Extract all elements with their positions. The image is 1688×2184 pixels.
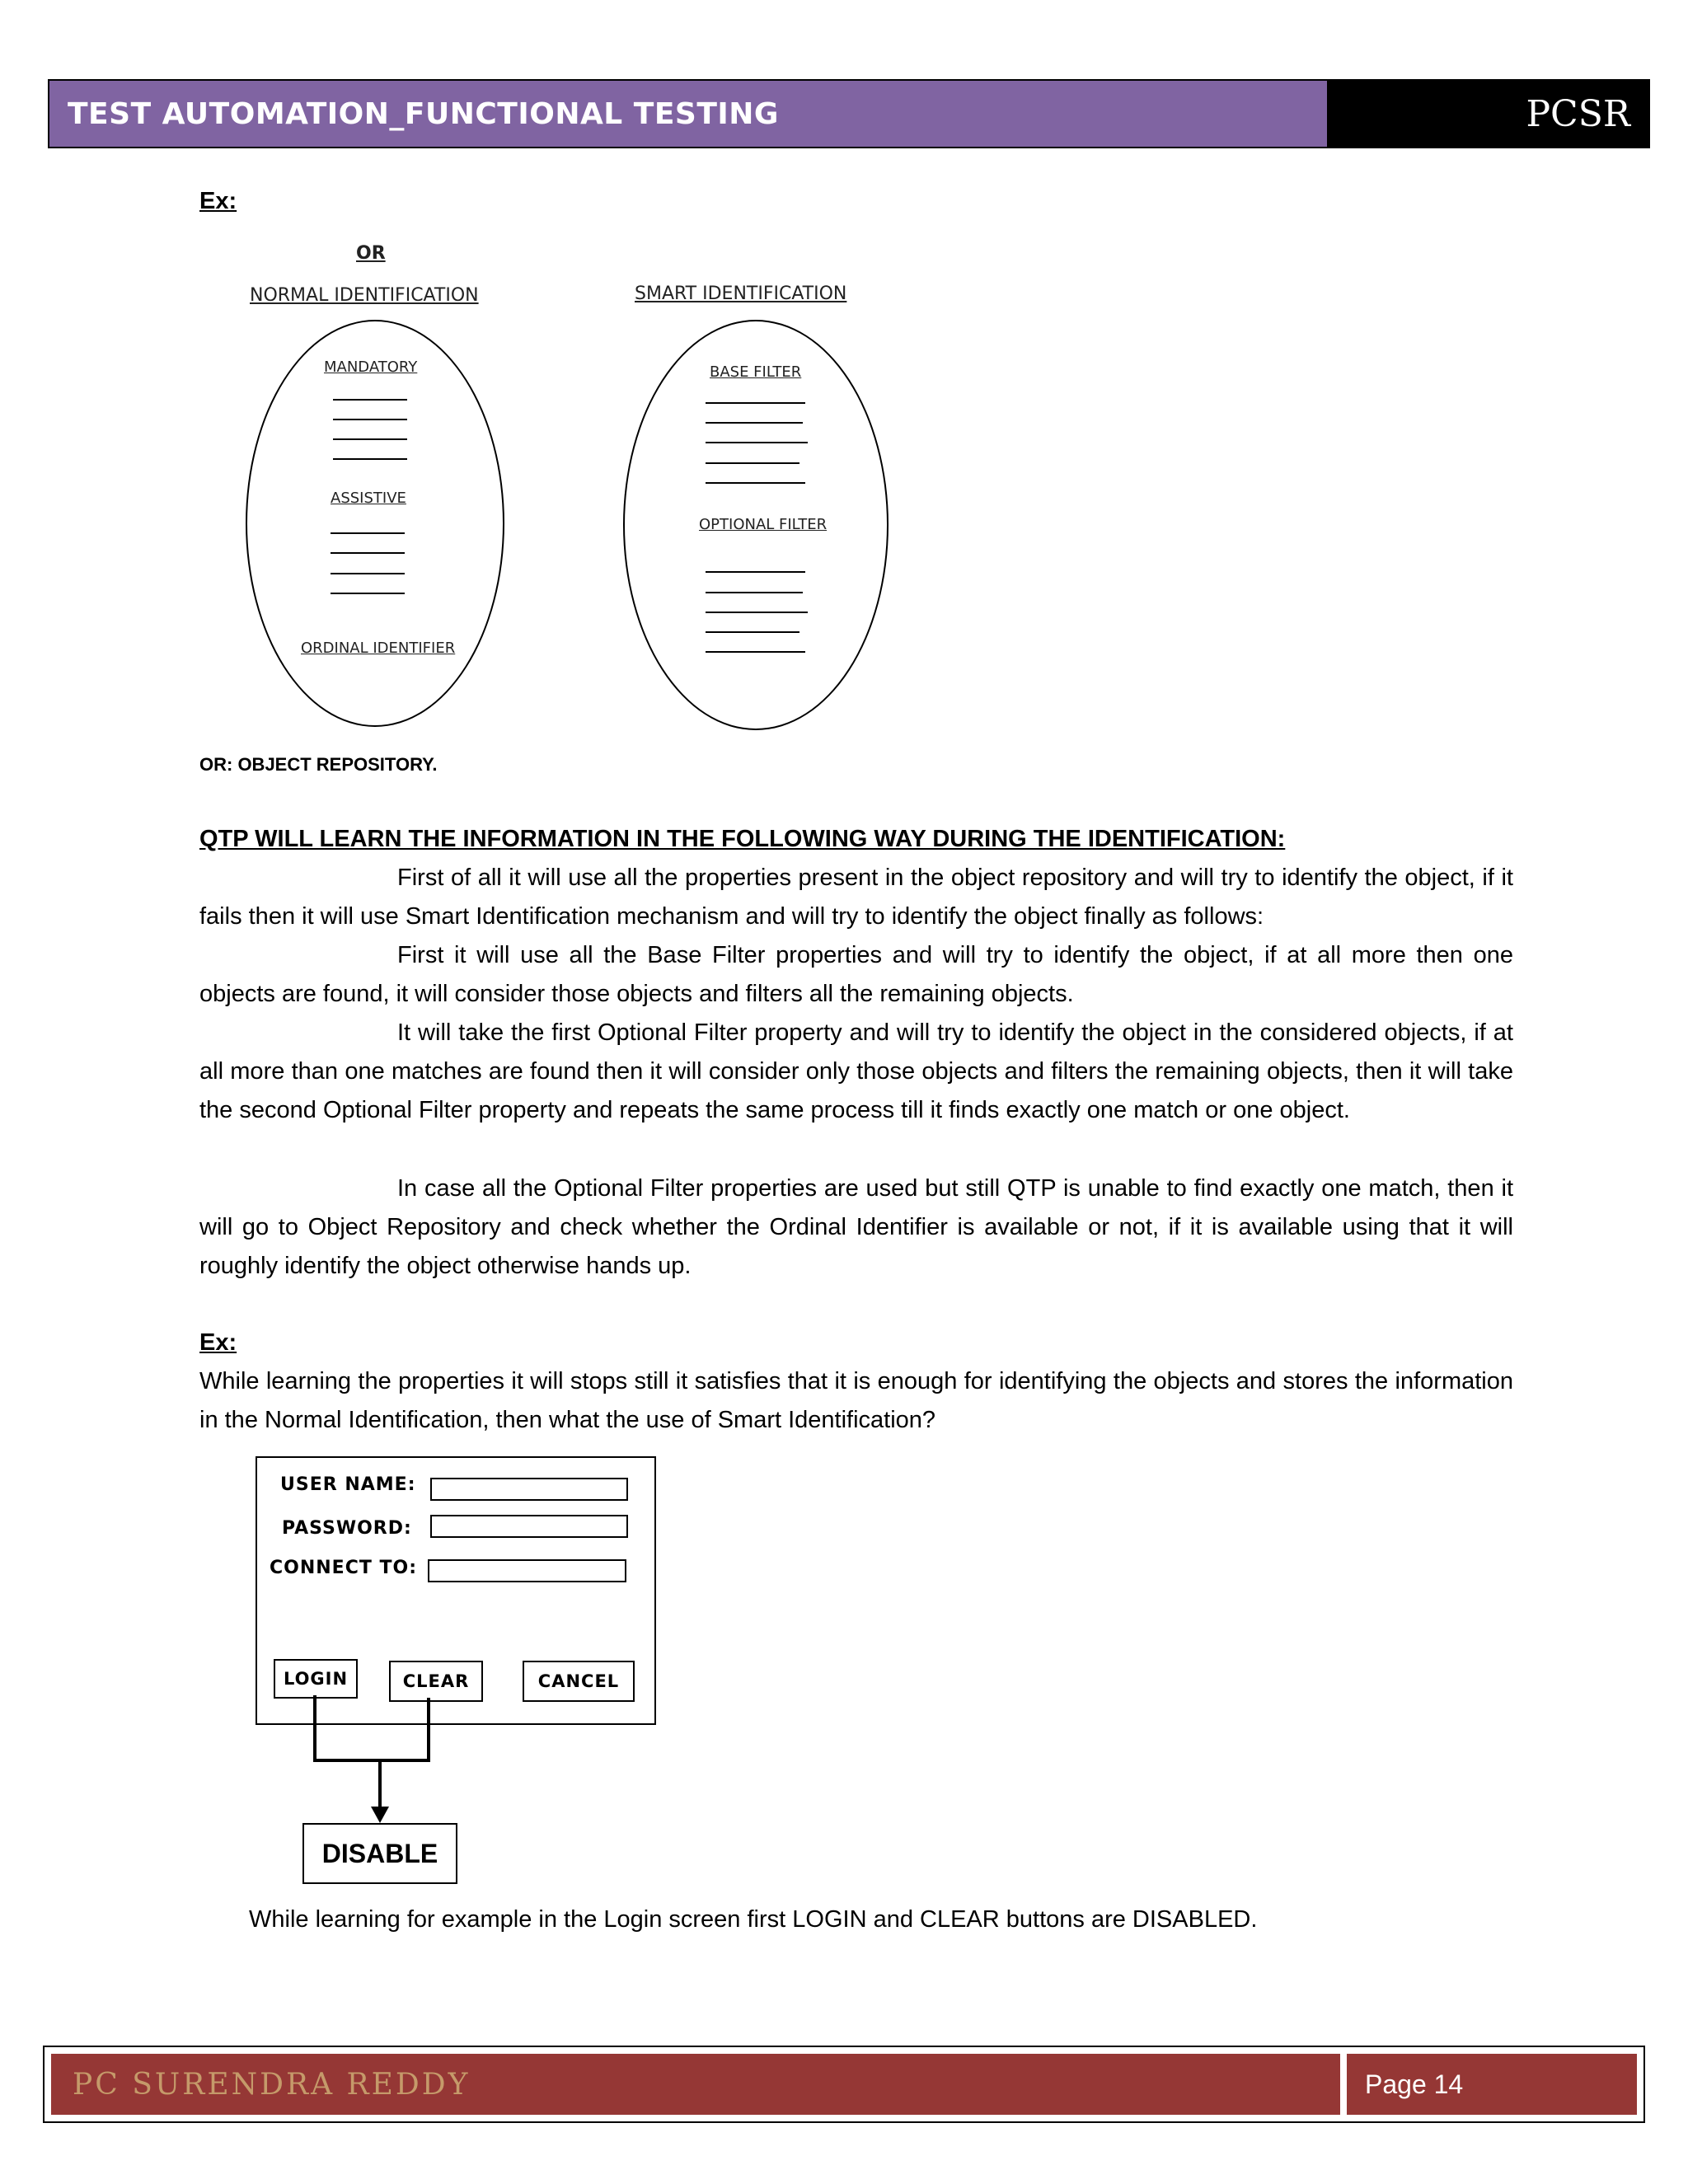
password-label: PASSWORD:	[282, 1518, 412, 1539]
ordinal-identifier-label: ORDINAL IDENTIFIER	[301, 640, 456, 657]
header-title: TEST AUTOMATION_FUNCTIONAL TESTING	[49, 81, 1327, 147]
disable-box: DISABLE	[302, 1823, 457, 1884]
assistive-label: ASSISTIVE	[331, 490, 406, 507]
paragraph: First of all it will use all the properties present in the object repository and will try to identify the object, if it fails then it will use Smart Identification mechanism and will try to identify the object finally as follows:	[199, 865, 1513, 930]
section-title: QTP WILL LEARN THE INFORMATION IN THE FOLLOWING WAY DURING THE IDENTIFICATION:	[199, 826, 1286, 852]
clear-button[interactable]: CLEAR	[389, 1661, 483, 1702]
page-footer	[43, 2046, 1645, 2123]
smart-identification-title: SMART IDENTIFICATION	[635, 284, 847, 304]
bottom-note: While learning for example in the Login screen first LOGIN and CLEAR buttons are DISABLED.	[249, 1906, 1258, 1933]
footer-page-number: Page 14	[1347, 2054, 1637, 2115]
example-label: Ex:	[199, 1329, 237, 1356]
mandatory-label: MANDATORY	[324, 359, 418, 376]
cancel-button[interactable]: CANCEL	[523, 1661, 635, 1702]
header-brand: PCSR	[1327, 81, 1648, 147]
login-button[interactable]: LOGIN	[274, 1659, 358, 1699]
user-name-label: USER NAME:	[280, 1474, 416, 1495]
or-caption: OR: OBJECT REPOSITORY.	[199, 754, 438, 775]
footer-author: PC SURENDRA REDDY	[51, 2054, 1340, 2115]
normal-identification-title: NORMAL IDENTIFICATION	[250, 285, 479, 306]
paragraph: First it will use all the Base Filter properties and will try to identify the object, if at all more then one objects are found, it will consider those objects and filters all the remaining objects.	[199, 942, 1513, 1007]
or-heading: OR	[356, 243, 386, 264]
paragraph: It will take the first Optional Filter property and will try to identify the object in the considered objects, if at all more than one matches are found then it will consider only those objects and filters the remaining objects, then it will take the second Optional Filter property and repeats the same process till it finds exactly one match or one object.	[199, 1019, 1513, 1123]
connector-line	[315, 1695, 429, 1760]
connect-to-label: CONNECT TO:	[270, 1558, 418, 1578]
paragraph: In case all the Optional Filter properties are used but still QTP is unable to find exactly one match, then it will go to Object Repository and check whether the Ordinal Identifier is available or not, if it is available using that it will roughly identify the object otherwise hands up.	[199, 1175, 1513, 1279]
optional-filter-label: OPTIONAL FILTER	[699, 516, 828, 533]
arrow-head-icon	[371, 1807, 389, 1823]
example-label: Ex:	[199, 188, 237, 214]
base-filter-label: BASE FILTER	[710, 363, 802, 381]
example-question: While learning the properties it will stops still it satisfies that it is enough for identifying the objects and stores the information in the Normal Identification, then what the use of Smart Identification?	[199, 1368, 1513, 1433]
